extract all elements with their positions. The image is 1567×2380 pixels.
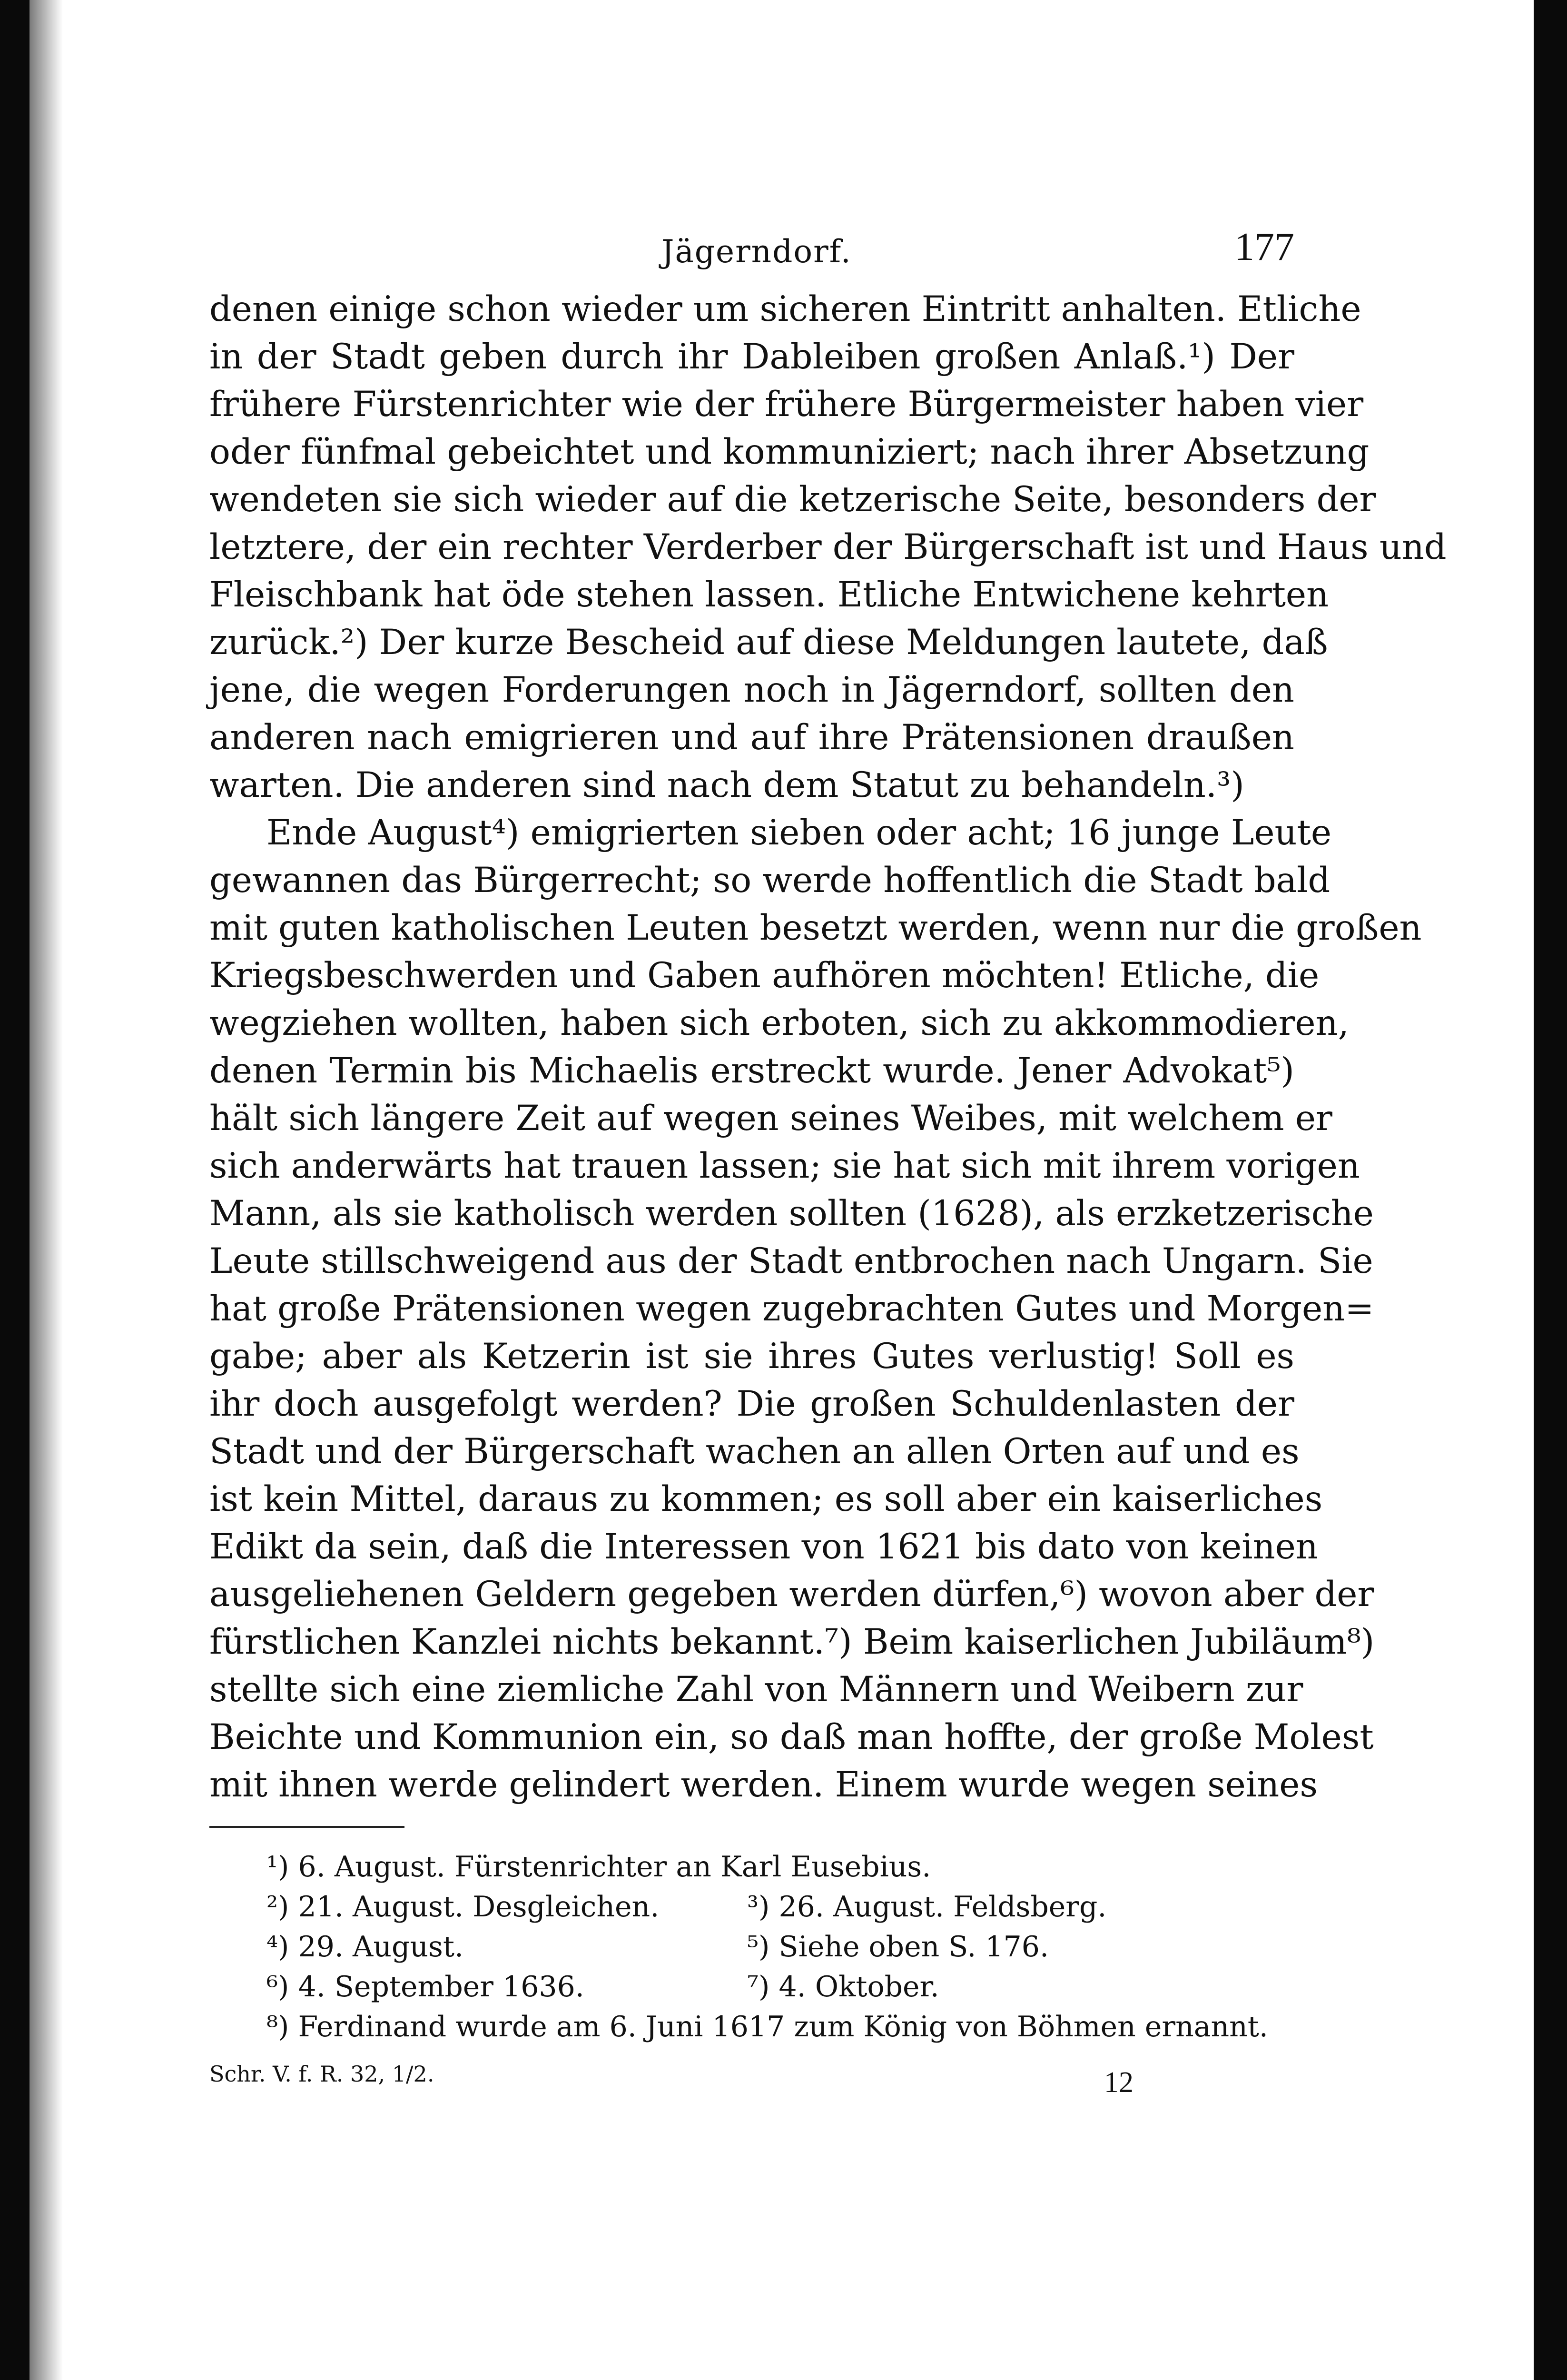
footnote-8: ⁸) Ferdinand wurde am 6. Juni 1617 zum König von Böhmen ernannt. [266, 2010, 1268, 2043]
text-line-3: frühere Fürstenrichter wie der frühere Bürgermeister haben vier [209, 384, 1364, 425]
text-line-7: Fleischbank hat öde stehen lassen. Etliche Entwichene kehrten [209, 575, 1329, 615]
footnote-4: ⁴) 29. August. [266, 1930, 464, 1964]
footnotes [209, 1847, 1294, 2047]
text-line-5: wendeten sie sich wieder auf die ketzerische Seite, besonders der [209, 479, 1376, 520]
running-title: Jägerndorf. [661, 233, 852, 270]
text-line-6: letztere, der ein rechter Verderber der Bürgerschaft ist und Haus und [209, 527, 1447, 567]
footnote-3: ³) 26. August. Feldsberg. [747, 1890, 1107, 1924]
text-line-4: oder fünfmal gebeichtet und kommuniziert; nach ihrer Absetzung [209, 432, 1370, 472]
footnote-6: ⁶) 4. September 1636. [266, 1970, 584, 2003]
text-line-12: Ende August⁴) emigrierten sieben oder acht; 16 junge Leute [266, 813, 1332, 853]
text-line-29: fürstlichen Kanzlei nichts bekannt.⁷) Beim kaiserlichen Jubiläum⁸) [209, 1622, 1375, 1662]
text-line-30: stellte sich eine ziemliche Zahl von Männern und Weibern zur [209, 1669, 1303, 1710]
text-line-2: in der Stadt geben durch ihr Dableiben großen Anlaß.¹) Der [209, 337, 1294, 377]
scan-edge-left [0, 0, 30, 2380]
signature-row [209, 2056, 1294, 2109]
text-line-1: denen einige schon wieder um sicheren Eintritt anhalten. Etliche [209, 289, 1361, 329]
footnote-rule [209, 1826, 404, 1828]
text-line-13: gewannen das Bürgerrecht; so werde hoffentlich die Stadt bald [209, 860, 1330, 901]
text-line-24: ihr doch ausgefolgt werden? Die großen Schuldenlasten der [209, 1384, 1294, 1424]
text-line-21: Leute stillschweigend aus der Stadt entbrochen nach Ungarn. Sie [209, 1241, 1373, 1281]
footnote-7: ⁷) 4. Oktober. [747, 1970, 939, 2003]
footnote-row [209, 1847, 1294, 1887]
text-line-8: zurück.²) Der kurze Bescheid auf diese Meldungen lautete, daß [209, 622, 1328, 663]
text-line-27: Edikt da sein, daß die Interessen von 1621 bis dato von keinen [209, 1527, 1318, 1567]
text-line-17: denen Termin bis Michaelis erstreckt wurde. Jener Advokat⁵) [209, 1051, 1294, 1091]
text-line-26: ist kein Mittel, daraus zu kommen; es soll aber ein kaiserliches [209, 1479, 1323, 1519]
scan-edge-right [1534, 0, 1567, 2380]
text-line-28: ausgeliehenen Geldern gegeben werden dürfen,⁶) wovon aber der [209, 1574, 1374, 1615]
footnote-1: ¹) 6. August. Fürstenrichter an Karl Eusebius. [266, 1850, 931, 1884]
footnote-5: ⁵) Siehe oben S. 176. [747, 1930, 1049, 1964]
text-line-15: Kriegsbeschwerden und Gaben aufhören möchten! Etliche, die [209, 955, 1320, 996]
signature-number: 12 [1104, 2066, 1133, 2099]
text-line-22: hat große Prätensionen wegen zugebrachten Gutes und Morgen= [209, 1289, 1374, 1329]
text-line-23: gabe; aber als Ketzerin ist sie ihres Gutes verlustig! Soll es [209, 1336, 1294, 1377]
footnote-row [209, 1967, 1294, 2007]
text-line-10: anderen nach emigrieren und auf ihre Prätensionen draußen [209, 717, 1294, 758]
running-head [209, 224, 1294, 281]
printer-signature: Schr. V. f. R. 32, 1/2. [209, 2061, 434, 2087]
text-line-19: sich anderwärts hat trauen lassen; sie hat sich mit ihrem vorigen [209, 1146, 1360, 1186]
body-text [209, 286, 1447, 1809]
text-line-31: Beichte und Kommunion ein, so daß man hoffte, der große Molest [209, 1717, 1374, 1757]
footnote-2: ²) 21. August. Desgleichen. [266, 1890, 660, 1924]
page-number: 177 [1234, 225, 1294, 269]
text-line-9: jene, die wegen Forderungen noch in Jägerndorf, sollten den [209, 670, 1294, 710]
footnote-row [209, 1887, 1294, 1927]
text-line-18: hält sich längere Zeit auf wegen seines Weibes, mit welchem er [209, 1098, 1332, 1139]
text-line-32: mit ihnen werde gelindert werden. Einem wurde wegen seines [209, 1765, 1318, 1805]
text-line-16: wegziehen wollten, haben sich erboten, sich zu akkommodieren, [209, 1003, 1349, 1043]
text-line-11: warten. Die anderen sind nach dem Statut zu behandeln.³) [209, 765, 1244, 805]
text-line-25: Stadt und der Bürgerschaft wachen an allen Orten auf und es [209, 1431, 1300, 1472]
text-line-20: Mann, als sie katholisch werden sollten (1628), als erzketzerische [209, 1193, 1374, 1234]
footnote-row [209, 2007, 1294, 2047]
text-line-14: mit guten katholischen Leuten besetzt werden, wenn nur die großen [209, 908, 1422, 948]
book-page [209, 224, 1447, 2109]
footnote-row [209, 1927, 1294, 1967]
scan-shadow-left [30, 0, 63, 2380]
